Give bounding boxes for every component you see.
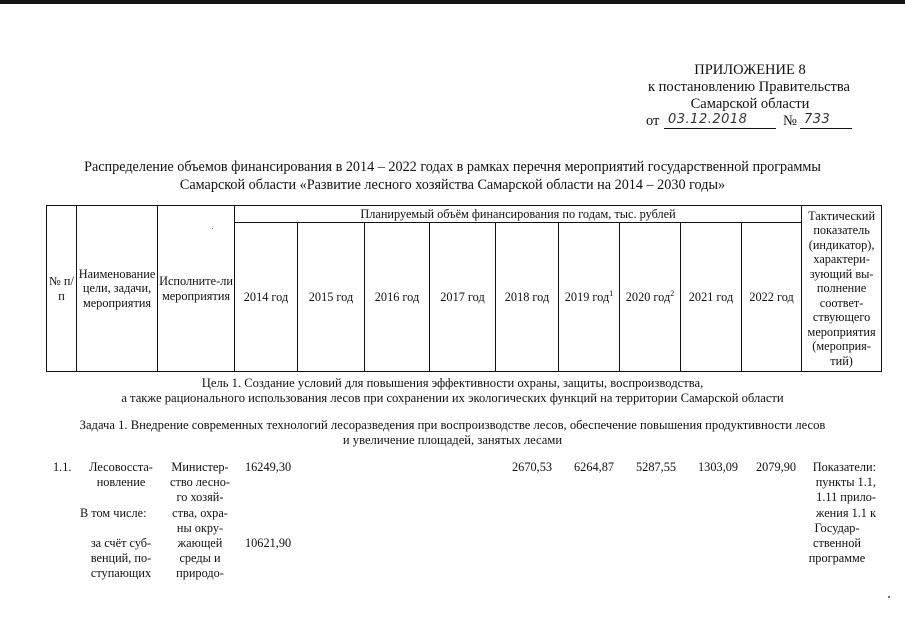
row-value-2022: 2079,90	[756, 460, 796, 474]
row-executor: Министер- ство лесно- го хозяй- ства, охра- ны окру- жающей среды и природо-	[170, 460, 230, 581]
header-planned-financing: Планируемый объём финансирования по годам, тыс. рублей	[235, 206, 802, 223]
number-underline	[800, 128, 852, 129]
appendix-number-value: 733	[804, 112, 831, 127]
financing-header-table	[46, 205, 882, 372]
goal-line-2: а также рационального использования лесов при сохранении их экологических функций на территории Самарской области	[121, 391, 784, 405]
scan-speck	[888, 596, 890, 598]
row-indicator: Показатели: пункты 1.1, 1.11 прило- жения 1.1 к Государ- ственной программе	[808, 460, 876, 566]
row-value-2021: 1303,09	[698, 460, 738, 474]
appendix-line-2: Самарской области	[690, 96, 810, 112]
appendix-line-1: к постановлению Правительства	[648, 79, 850, 95]
header-indicator: Тактический показатель (индикатор), характери-зующий вы-полнение соответ-ствующего мероприятия (мероприя-тий)	[802, 206, 882, 372]
doc-title-line-2: Самарской области «Развитие лесного хозяйства Самарской области на 2014 – 2030 годы»	[179, 177, 726, 193]
header-year: 2019 год$^1$	[559, 223, 620, 372]
row-including-label: В том числе:	[80, 506, 147, 520]
row-subventions: за счёт суб- венций, по- ступающих	[90, 536, 152, 581]
header-year: 2016 год	[365, 223, 430, 372]
task-line-1: Задача 1. Внедрение современных технологий лесоразведения при воспроизводстве лесов, обеспечение повышения продуктивности лесов	[79, 418, 826, 432]
scan-speck	[212, 228, 213, 229]
row-2014-total: 16249,30	[245, 460, 292, 474]
header-year: 2021 год	[681, 223, 742, 372]
task-line-2: и увеличение площадей, занятых лесами	[342, 433, 563, 447]
row-2014-subvention: 10621,90	[245, 536, 292, 550]
header-year: 2015 год	[298, 223, 365, 372]
header-year: 2020 год$^2$	[620, 223, 681, 372]
appendix-date-prefix: от	[646, 113, 660, 129]
header-year: 2014 год	[235, 223, 298, 372]
appendix-date-value: 03.12.2018	[668, 112, 748, 127]
header-executor: Исполните-ли мероприятия	[158, 206, 235, 372]
date-underline	[664, 128, 776, 129]
header-year: 2018 год	[496, 223, 559, 372]
header-name: Наименование цели, задачи, мероприятия	[77, 206, 158, 372]
scan-top-border	[0, 0, 905, 4]
doc-title-line-1: Распределение объемов финансирования в 2014 – 2022 годах в рамках перечня мероприятий государственной программы	[84, 159, 821, 175]
row-name: Лесовосста- новление	[89, 460, 153, 490]
header-year: 2022 год	[742, 223, 802, 372]
row-value-2019: 6264,87	[574, 460, 614, 474]
appendix-title: ПРИЛОЖЕНИЕ 8	[694, 62, 806, 78]
row-value-2020: 5287,55	[636, 460, 676, 474]
row-value-2018: 2670,53	[512, 460, 552, 474]
goal-line-1: Цель 1. Создание условий для повышения эффективности охраны, защиты, воспроизводства,	[201, 376, 704, 390]
header-num: № п/п	[47, 206, 77, 372]
appendix-number-prefix: №	[783, 113, 797, 129]
row-number: 1.1.	[53, 460, 72, 474]
header-year: 2017 год	[430, 223, 496, 372]
